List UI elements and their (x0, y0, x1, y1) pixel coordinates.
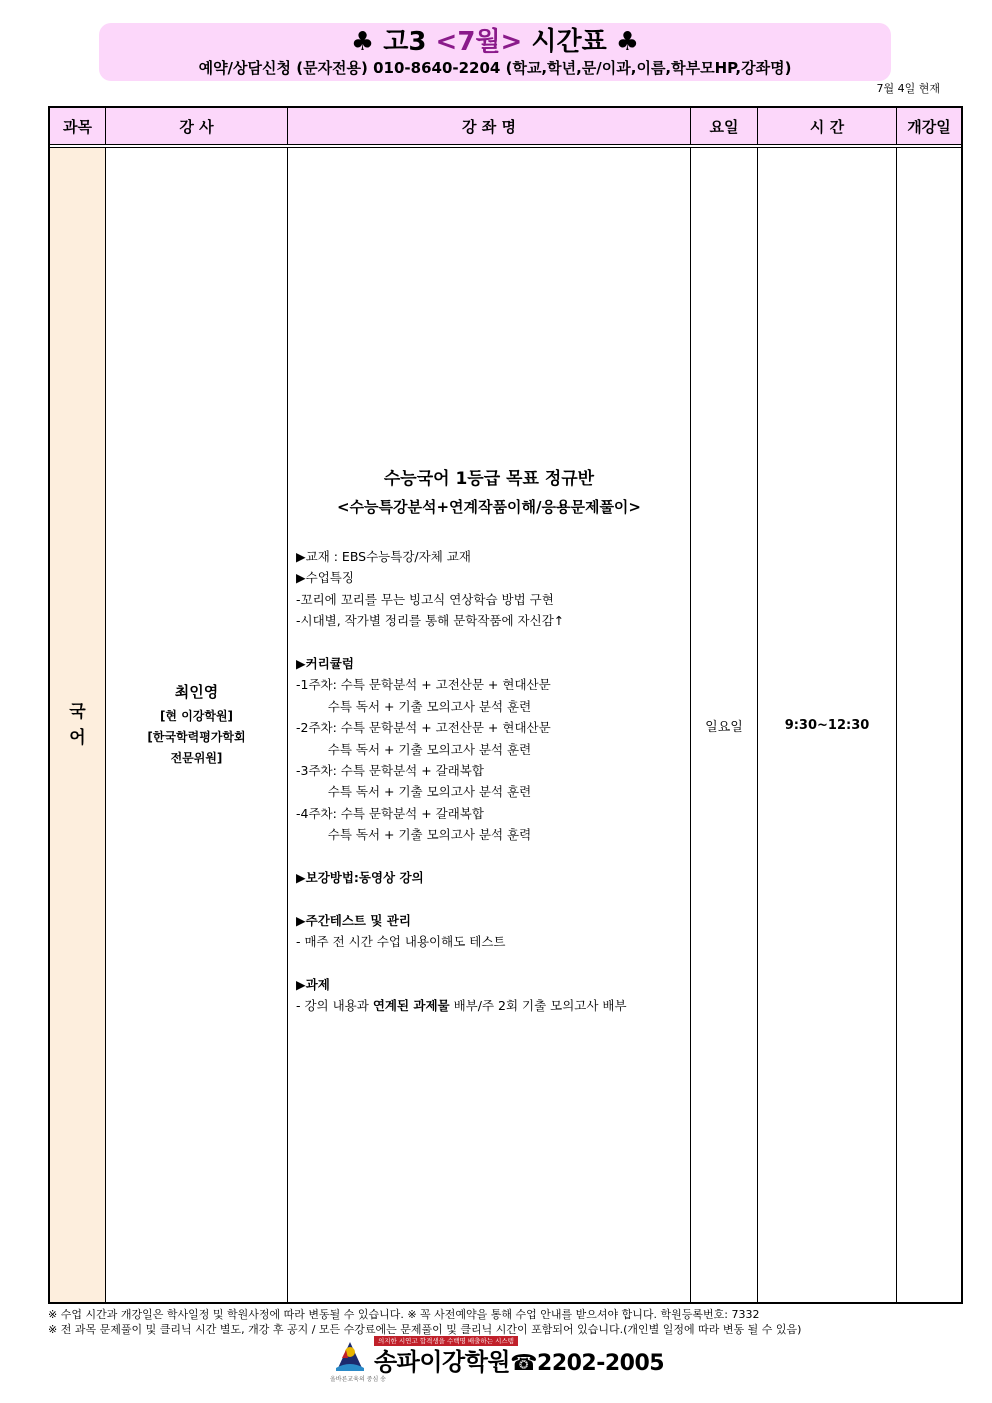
subject-text: 국어 (69, 702, 86, 748)
academy-title: 송파이강학원 (374, 1348, 511, 1376)
curriculum-heading: ▶커리큘럼 (296, 656, 354, 672)
time-value: 9:30~12:30 (784, 717, 870, 733)
title-suffix: 시간표 ♣ (522, 27, 640, 57)
title-month: <7월> (435, 27, 523, 57)
curriculum-line: -1주차: 수특 문학분석 + 고전산문 + 현대산문 (296, 677, 551, 693)
course-title: 수능국어 1등급 목표 정규반 (383, 469, 595, 489)
header-teacher: 강 사 (106, 108, 288, 144)
page-title (99, 25, 891, 59)
academy-name (374, 1347, 664, 1379)
start-date-cell (897, 148, 961, 1302)
weekly-test-heading: ▶주간테스트 및 관리 (296, 912, 411, 928)
makeup-method: ▶보강방법:동영상 강의 (296, 870, 424, 886)
curriculum-line: -3주차: 수특 문학분석 + 갈래복합 (296, 763, 484, 779)
logo-caption: 올바른교육의 중심 송 (330, 1376, 386, 1383)
homework-line (296, 995, 686, 1016)
header-time: 시 간 (758, 108, 897, 144)
features-heading: ▶수업특징 (296, 570, 354, 586)
course-details (296, 546, 686, 1017)
footnote: ※ 전 과목 문제풀이 및 클리닉 시간 별도, 개강 후 공지 / 모든 수강료에는 문제풀이 및 클리닉 시간이 포함되어 있습니다.(개인별 일정에 따라 변동 될 수 있음) (48, 1323, 802, 1336)
curriculum-line: 수특 독서 + 기출 모의고사 분석 훈련 (296, 698, 532, 714)
header-start-date: 개강일 (897, 108, 961, 144)
header-subject: 과목 (50, 108, 106, 144)
schedule-table (48, 106, 963, 1304)
footnote: ※ 수업 시간과 개강일은 학사일정 및 학원사정에 따라 변동될 수 있습니다. ※ 꼭 사전예약을 통해 수업 안내를 받으셔야 합니다. 학원등록번호: 7332 (48, 1308, 760, 1321)
header-day: 요일 (691, 108, 758, 144)
subject-cell (50, 148, 106, 1302)
homework-emphasis: 연계된 과제물 (372, 998, 450, 1014)
contact-subtitle: 예약/상담신청 (문자전용) 010-8640-2204 (학교,학년,문/이과,이름,학부모HP,강좌명) (198, 59, 792, 77)
teacher-name: 최인영 (174, 683, 219, 701)
curriculum-line: 수특 독서 + 기출 모의고사 분석 훈력 (296, 827, 532, 843)
curriculum-line: 수특 독서 + 기출 모의고사 분석 훈련 (296, 784, 532, 800)
curriculum-line: -2주차: 수특 문학분석 + 고전산문 + 현대산문 (296, 720, 551, 736)
teacher-title-2: 전문위원] (170, 751, 223, 765)
feature-item: -꼬리에 꼬리를 무는 빙고식 연상학습 방법 구현 (296, 591, 554, 607)
course-cell (288, 148, 691, 1302)
academy-phone: ☎2202-2005 (510, 1351, 665, 1376)
feature-item: -시대별, 작가별 정리를 통해 문학작품에 자신감↑ (296, 613, 565, 629)
day-cell (691, 148, 758, 1302)
title-prefix: ♣ 고3 (350, 27, 436, 57)
teacher-cell (106, 148, 288, 1302)
course-subtitle: <수능특강분석+연계작품이해/응용문제풀이> (336, 498, 641, 516)
academy-emblem-icon (330, 1338, 370, 1376)
title-banner (99, 23, 891, 81)
weekly-test-line: - 매주 전 시간 수업 내용이해도 테스트 (296, 934, 506, 950)
teacher-title-1: [한국학력평가학회 (147, 730, 246, 744)
time-cell (758, 148, 897, 1302)
curriculum-line: -4주차: 수특 문학분석 + 갈래복합 (296, 805, 484, 821)
header-course: 강 좌 명 (288, 108, 691, 144)
homework-text: 배부/주 2회 기출 모의고사 배부 (449, 998, 627, 1014)
day-value: 일요일 (705, 719, 743, 735)
teacher-affiliation: [현 이강학원] (159, 709, 234, 723)
academy-logo (330, 1336, 670, 1382)
as-of-date: 7월 4일 현재 (876, 82, 940, 95)
logo-slogan: 의지한 시연고 합격생을 수백명 배출하는 시스템 (374, 1336, 518, 1346)
textbook-line: ▶교재 : EBS수능특강/자체 교재 (296, 549, 471, 564)
homework-text: - 강의 내용과 (296, 998, 373, 1014)
homework-heading: ▶과제 (296, 977, 330, 993)
curriculum-line: 수특 독서 + 기출 모의고사 분석 훈련 (296, 741, 532, 757)
